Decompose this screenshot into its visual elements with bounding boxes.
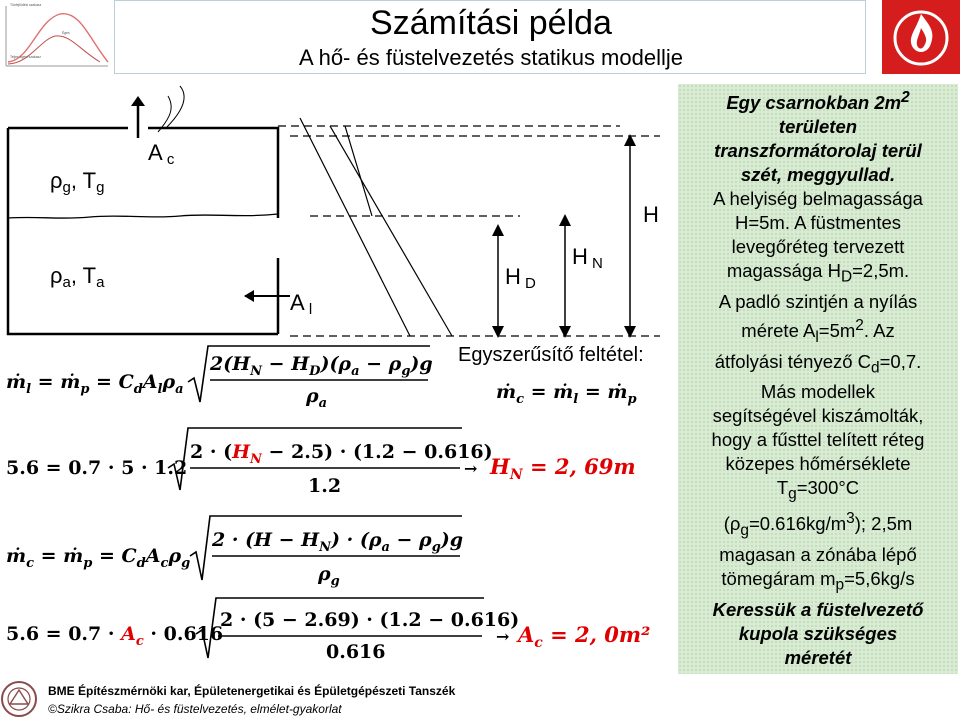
label-a-l: A l: [290, 290, 313, 318]
eq1-den: $\rho_a$: [306, 385, 328, 411]
arrow-2: →: [496, 627, 510, 646]
problem-statement-text: [680, 86, 956, 670]
thumb-legend-3: Teljes égési szakasz: [10, 55, 41, 59]
problem-question: Keressük a füstelvezető kupola szükséges méretét: [712, 598, 924, 668]
arrow-1: →: [464, 459, 478, 478]
page-title: Számítási példa: [370, 4, 612, 42]
eq2-lhs: 5.6 = 0.7 · 5 · 1.2: [6, 457, 188, 479]
label-rho-a-t-a: ρa, Ta: [50, 263, 105, 291]
eq3-lhs: ṁ$_c$ = ṁ$_p$ = $C_dA_c\rho_g$: [6, 545, 191, 571]
eq4-num: 2 · (5 − 2.69) · (1.2 − 0.616): [220, 609, 520, 631]
eq4-den: 0.616: [326, 641, 386, 663]
condition-eq: ṁ$_c$ = ṁ$_l$ = ṁ$_p$: [496, 381, 637, 407]
simplification-label: Egyszerűsítő feltétel:: [458, 344, 644, 366]
eq1-num: $2(H_N - H_D)(\rho_a - \rho_g)g$: [210, 353, 433, 379]
room-diagram: [0, 78, 680, 338]
eq2-den: 1.2: [308, 475, 342, 497]
label-h-n: H N: [572, 244, 603, 272]
footer-department: BME Építészmérnöki kar, Épületenergetikai és Épületgépészeti Tanszék: [48, 684, 456, 698]
eq4-lhs: $5.6 = 0.7 \cdot A_c \cdot 0.616$: [6, 623, 224, 649]
label-a-c: A c: [148, 140, 175, 168]
result-hn: $H_N = 2$, 69m: [490, 454, 636, 483]
eq2-num: $2 \cdot (H_N - 2.5) \cdot (1.2 - 0.616)$: [190, 441, 493, 467]
label-rho-g-t-g: ρg, Tg: [50, 168, 105, 196]
fire-department-logo: [882, 0, 960, 74]
fire-curve-thumbnail: [0, 0, 112, 74]
problem-data: A helyiség belmagassága H=5m. A füstmentes levegőréteg tervezett magassága $H_D=2,5m$. A padló szintjén a nyílás mérete $A_l=5m^2$. Az átfolyási tényező $C_d=0,7$. Más modellek segítségével kiszámolták, hogy a fűsttel telített réteg közepes hőmérséklete $T_g=300^\circ C$ $(\rho_g=0.616kg/m^3)$; 2,5m magasan a zónába lépő tömegáram $m_p=5,6kg/s$: [711, 188, 925, 594]
result-ac: $A_c = 2$, 0m²: [518, 622, 651, 651]
eq1-lhs: ṁ$_l$ = ṁ$_p$ = $C_dA_l\rho_a$: [6, 371, 184, 397]
eq3-den: $\rho_g$: [318, 563, 340, 589]
eq3-num: $2 \cdot (H - H_N) \cdot (\rho_a - \rho_g)g$: [212, 529, 464, 555]
equations: [0, 340, 680, 670]
thumb-legend-1: Tűzfejlődési szakasz: [10, 3, 42, 7]
footer-author: ©Szikra Csaba: Hő- és füstelvezetés, elmélet-gyakorlat: [48, 702, 342, 716]
label-h: H: [643, 202, 659, 227]
title-box: [114, 0, 866, 74]
problem-intro: Egy csarnokban $2m^2$ területen transzformátorolaj terül szét, meggyullad.: [714, 89, 922, 186]
page-subtitle: A hő- és füstelvezetés statikus modellje: [299, 45, 683, 70]
label-h-d: H D: [505, 264, 536, 292]
university-logo-icon: [0, 680, 38, 718]
thumb-legend-2: Égés: [62, 31, 70, 35]
